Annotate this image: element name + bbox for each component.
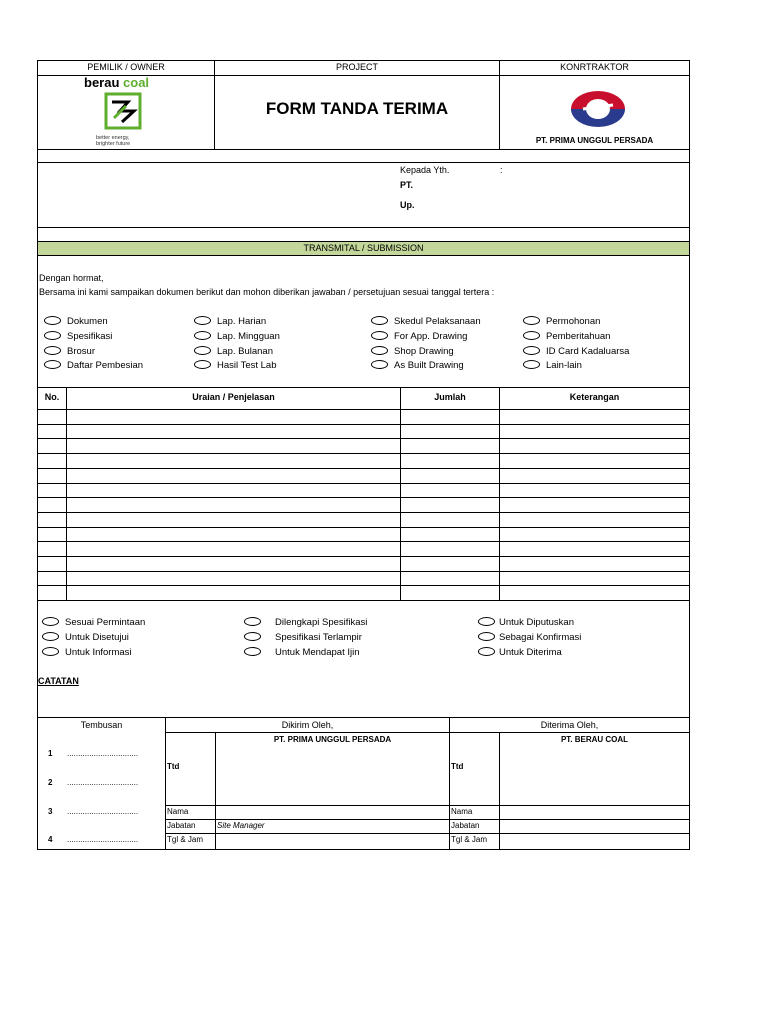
option-for-app-drawing[interactable]: For App. Drawing bbox=[371, 331, 467, 343]
pt-label: PT. bbox=[400, 180, 414, 190]
radio-oval-icon[interactable] bbox=[523, 346, 540, 355]
diterima-label: Diterima Oleh, bbox=[540, 720, 599, 730]
receiver-nama-label: Nama bbox=[451, 807, 473, 816]
option-as-built-drawing[interactable]: As Built Drawing bbox=[371, 360, 464, 372]
option-spesifikasi-terlampir[interactable]: Spesifikasi Terlampir bbox=[244, 632, 362, 644]
logo-word-coal: coal bbox=[123, 75, 150, 90]
table-row[interactable] bbox=[67, 498, 689, 512]
owner-label: PEMILIK / OWNER bbox=[87, 62, 165, 72]
receiver-company: PT. BERAU COAL bbox=[560, 735, 629, 744]
table-row[interactable] bbox=[67, 469, 689, 483]
radio-oval-icon[interactable] bbox=[44, 346, 61, 355]
option-untuk-diputuskan[interactable]: Untuk Diputuskan bbox=[478, 617, 574, 629]
kepada-colon: : bbox=[500, 165, 503, 175]
up-label: Up. bbox=[400, 200, 415, 210]
option-shop-drawing[interactable]: Shop Drawing bbox=[371, 346, 454, 358]
col-header-keterangan: Keterangan bbox=[569, 392, 620, 402]
table-row[interactable] bbox=[67, 454, 689, 468]
radio-oval-icon[interactable] bbox=[44, 331, 61, 340]
sender-tgl-label: Tgl & Jam bbox=[167, 835, 204, 844]
cc-dotted-line: ................................ bbox=[67, 807, 139, 816]
option-daftar-pembesian[interactable]: Daftar Pembesian bbox=[44, 360, 143, 372]
table-row[interactable] bbox=[67, 572, 689, 586]
receiver-ttd-label: Ttd bbox=[451, 762, 464, 771]
table-row[interactable] bbox=[67, 410, 689, 424]
table-row[interactable] bbox=[67, 484, 689, 498]
radio-oval-icon[interactable] bbox=[371, 331, 388, 340]
catatan-label: CATATAN bbox=[38, 676, 79, 686]
table-row[interactable] bbox=[67, 586, 689, 600]
table-row-line bbox=[38, 600, 689, 601]
sender-jabatan-value: Site Manager bbox=[217, 821, 265, 830]
option-spesifikasi[interactable]: Spesifikasi bbox=[44, 331, 112, 343]
kepada-label: Kepada Yth. bbox=[400, 165, 450, 175]
option-untuk-mendapat-ijin[interactable]: Untuk Mendapat Ijin bbox=[244, 647, 360, 659]
option-id-card-kadaluarsa[interactable]: ID Card Kadaluarsa bbox=[523, 346, 629, 358]
contractor-label: KONRTRAKTOR bbox=[560, 62, 629, 72]
logo-word-berau: berau bbox=[84, 75, 120, 90]
option-untuk-disetujui[interactable]: Untuk Disetujui bbox=[42, 632, 129, 644]
col-header-no: No. bbox=[44, 392, 60, 402]
table-row[interactable] bbox=[67, 439, 689, 453]
radio-oval-icon[interactable] bbox=[244, 617, 261, 626]
radio-oval-icon[interactable] bbox=[523, 331, 540, 340]
table-row[interactable] bbox=[67, 425, 689, 439]
cc-dotted-line: ................................ bbox=[67, 835, 139, 844]
cc-number: 1 bbox=[48, 749, 53, 758]
radio-oval-icon[interactable] bbox=[371, 360, 388, 369]
option-permohonan[interactable]: Permohonan bbox=[523, 316, 600, 328]
project-label: PROJECT bbox=[335, 62, 378, 72]
tembusan-label: Tembusan bbox=[80, 720, 123, 730]
radio-oval-icon[interactable] bbox=[371, 346, 388, 355]
intro-text: Bersama ini kami sampaikan dokumen berikut dan mohon diberikan jawaban / persetujuan sesuai tanggal tertera : bbox=[39, 287, 495, 297]
receiver-tgl-label: Tgl & Jam bbox=[451, 835, 488, 844]
table-row[interactable] bbox=[67, 542, 689, 556]
option-untuk-informasi[interactable]: Untuk Informasi bbox=[42, 647, 132, 659]
receiver-jabatan-label: Jabatan bbox=[451, 821, 480, 830]
radio-oval-icon[interactable] bbox=[244, 647, 261, 656]
option-dokumen[interactable]: Dokumen bbox=[44, 316, 108, 328]
option-hasil-test-lab[interactable]: Hasil Test Lab bbox=[194, 360, 277, 372]
form-title: FORM TANDA TERIMA bbox=[265, 99, 449, 118]
option-skedul-pelaksanaan[interactable]: Skedul Pelaksanaan bbox=[371, 316, 481, 328]
berau-emblem-icon bbox=[104, 92, 142, 130]
radio-oval-icon[interactable] bbox=[478, 632, 495, 641]
cc-dotted-line: ................................ bbox=[67, 778, 139, 787]
option-lap-bulanan[interactable]: Lap. Bulanan bbox=[194, 346, 273, 358]
option-lap-mingguan[interactable]: Lap. Mingguan bbox=[194, 331, 280, 343]
prima-unggul-logo-icon bbox=[569, 89, 627, 129]
option-untuk-diterima[interactable]: Untuk Diterima bbox=[478, 647, 562, 659]
logo-tagline-1: better energy, bbox=[96, 135, 130, 141]
radio-oval-icon[interactable] bbox=[42, 617, 59, 626]
radio-oval-icon[interactable] bbox=[194, 346, 211, 355]
option-sebagai-konfirmasi[interactable]: Sebagai Konfirmasi bbox=[478, 632, 581, 644]
radio-oval-icon[interactable] bbox=[194, 360, 211, 369]
berau-coal-logo bbox=[84, 76, 164, 147]
cc-number: 4 bbox=[48, 835, 53, 844]
radio-oval-icon[interactable] bbox=[194, 316, 211, 325]
cc-number: 3 bbox=[48, 807, 53, 816]
radio-oval-icon[interactable] bbox=[523, 316, 540, 325]
greeting: Dengan hormat, bbox=[39, 273, 104, 283]
form-sheet bbox=[37, 60, 690, 850]
radio-oval-icon[interactable] bbox=[44, 316, 61, 325]
radio-oval-icon[interactable] bbox=[194, 331, 211, 340]
dikirim-label: Dikirim Oleh, bbox=[281, 720, 334, 730]
logo-tagline-2: brighter future bbox=[96, 141, 131, 147]
option-lap-harian[interactable]: Lap. Harian bbox=[194, 316, 266, 328]
table-row[interactable] bbox=[67, 513, 689, 527]
sender-ttd-label: Ttd bbox=[167, 762, 180, 771]
radio-oval-icon[interactable] bbox=[478, 617, 495, 626]
col-header-uraian: Uraian / Penjelasan bbox=[192, 392, 275, 402]
radio-oval-icon[interactable] bbox=[371, 316, 388, 325]
radio-oval-icon[interactable] bbox=[42, 632, 59, 641]
option-lain-lain[interactable]: Lain-lain bbox=[523, 360, 582, 372]
cc-dotted-line: ................................ bbox=[67, 749, 139, 758]
option-pemberitahuan[interactable]: Pemberitahuan bbox=[523, 331, 610, 343]
radio-oval-icon[interactable] bbox=[523, 360, 540, 369]
table-row[interactable] bbox=[67, 528, 689, 542]
col-header-jumlah: Jumlah bbox=[434, 392, 466, 402]
radio-oval-icon[interactable] bbox=[244, 632, 261, 641]
sender-company: PT. PRIMA UNGGUL PERSADA bbox=[273, 735, 392, 744]
contractor-name: PT. PRIMA UNGGUL PERSADA bbox=[535, 136, 654, 145]
sender-jabatan-label: Jabatan bbox=[167, 821, 196, 830]
option-sesuai-permintaan[interactable]: Sesuai Permintaan bbox=[42, 617, 145, 629]
transmittal-band: TRANSMITAL / SUBMISSION bbox=[38, 241, 689, 256]
table-row[interactable] bbox=[67, 557, 689, 571]
radio-oval-icon[interactable] bbox=[44, 360, 61, 369]
sender-nama-label: Nama bbox=[167, 807, 189, 816]
cc-number: 2 bbox=[48, 778, 53, 787]
radio-oval-icon[interactable] bbox=[478, 647, 495, 656]
radio-oval-icon[interactable] bbox=[42, 647, 59, 656]
option-brosur[interactable]: Brosur bbox=[44, 346, 95, 358]
option-dilengkapi-spesifikasi[interactable]: Dilengkapi Spesifikasi bbox=[244, 617, 367, 629]
